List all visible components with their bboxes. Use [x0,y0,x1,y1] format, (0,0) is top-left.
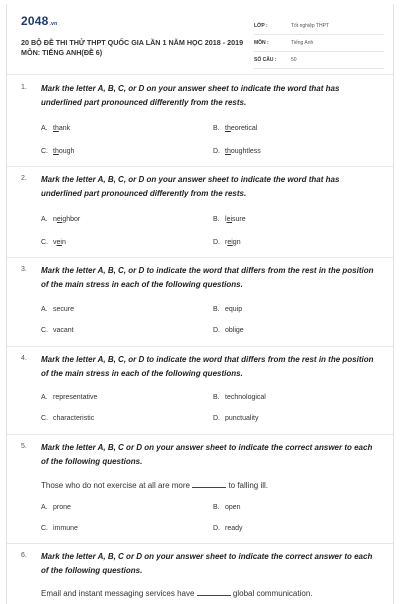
question-instruction: Mark the letter A, B, C or D on your answer sheet to indicate the correct answer to each of the following questions. [41,443,373,466]
divider [7,346,393,347]
option-c[interactable]: C. though [41,148,75,155]
exam-meta [254,20,384,71]
exam-header [21,12,381,70]
meta-row-count [254,54,384,69]
option-d[interactable]: D. reign [213,239,241,246]
question-instruction: Mark the letter A, B, C or D on your answer sheet to indicate the correct answer to each of the following questions. [41,552,373,575]
site-logo[interactable]: 2048.vn [21,14,58,28]
option-c[interactable]: C. vacant [41,327,74,334]
option-a[interactable]: A. neighbor [41,216,81,223]
option-a[interactable]: A. thank [41,125,71,132]
option-d[interactable]: D. ready [213,525,243,532]
option-a[interactable]: A. representative [41,394,98,401]
divider [7,257,393,258]
option-d[interactable]: D. punctuality [213,415,259,422]
question-number: 4. [21,355,27,362]
question-number: 3. [21,266,27,273]
meta-label: MÔN : [254,40,269,46]
option-a[interactable]: A. secure [41,306,75,313]
question-number: 2. [21,175,27,182]
option-c[interactable]: C. characteristic [41,415,95,422]
question-stem: Those who do not exercise at all are more to falling ill. [41,481,269,490]
exam-page [6,4,394,604]
meta-value: Tốt nghiệp THPT [291,23,329,29]
answer-blank [192,479,226,488]
question-number: 6. [21,552,27,559]
meta-row-subject [254,37,384,52]
question-instruction: Mark the letter A, B, C, or D to indicate the word that differs from the rest in the position of the main stress in each of the following questions. [41,355,374,378]
question-instruction: Mark the letter A, B, C, or D on your answer sheet to indicate the word that has underlined part pronounced differently from the rests. [41,175,340,198]
answer-blank [197,587,231,596]
question-number: 5. [21,443,27,450]
divider [7,74,393,75]
option-b[interactable]: B. theoretical [213,125,258,132]
question-stem: Email and instant messaging services have global communication. [41,589,313,598]
option-d[interactable]: D. oblige [213,327,244,334]
option-b[interactable]: B. equip [213,306,243,313]
option-b[interactable]: B. leisure [213,216,246,223]
meta-row-class [254,20,384,35]
exam-title: 20 BỘ ĐỀ THI THỬ THPT QUỐC GIA LẦN 1 NĂM HỌC 2018 - 2019 MÔN: TIẾNG ANH(ĐỀ 6) [21,38,244,57]
question-instruction: Mark the letter A, B, C, or D on your answer sheet to indicate the word that has underlined part pronounced differently from the rests. [41,84,340,107]
option-b[interactable]: B. technological [213,394,266,401]
meta-value: 50 [291,57,297,63]
meta-value: Tiếng Anh [291,40,314,46]
option-d[interactable]: D. thoughtless [213,148,261,155]
meta-label: LỚP : [254,23,268,29]
meta-label: SỐ CÂU : [254,57,277,63]
divider [7,543,393,544]
question-instruction: Mark the letter A, B, C, or D to indicate the word that differs from the rest in the position of the main stress in each of the following questions. [41,266,374,289]
option-c[interactable]: C. immune [41,525,78,532]
option-b[interactable]: B. open [213,504,241,511]
question-number: 1. [21,84,27,91]
divider [7,434,393,435]
option-c[interactable]: C. vein [41,239,66,246]
option-a[interactable]: A. prone [41,504,71,511]
divider [7,166,393,167]
